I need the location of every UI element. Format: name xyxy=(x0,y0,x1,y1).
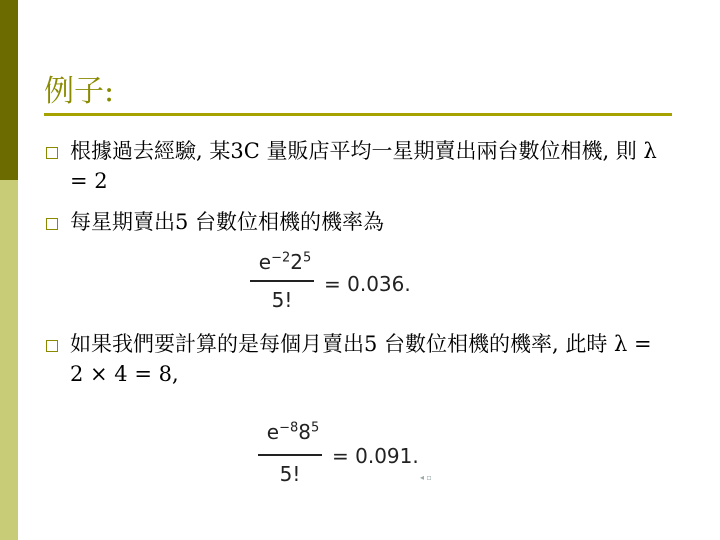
slide-nav-icon[interactable]: ◂ ▫ xyxy=(420,473,432,482)
formula-base: 8 xyxy=(298,420,311,444)
bullet-icon xyxy=(46,218,58,230)
slide-side-bar-bottom xyxy=(0,180,18,540)
formula-exponent2: 5 xyxy=(310,420,320,436)
formula-e: e xyxy=(266,420,280,444)
formula-poisson-week xyxy=(240,250,440,320)
formula-numerator xyxy=(258,420,328,444)
formula-denominator: 5! xyxy=(279,462,301,486)
formula-exponent2: 5 xyxy=(302,250,312,266)
formula-denominator: 5! xyxy=(271,288,293,312)
fraction-bar xyxy=(258,454,322,456)
formula-result: = 0.036. xyxy=(324,272,411,296)
formula-poisson-month xyxy=(248,420,448,490)
formula-result: = 0.091. xyxy=(332,444,419,468)
title-divider xyxy=(44,113,672,116)
slide-side-bar-top xyxy=(0,0,18,180)
bullet-icon xyxy=(46,340,58,352)
formula-e: e xyxy=(258,250,272,274)
formula-exponent: −8 xyxy=(279,420,299,436)
bullet-text: 如果我們要計算的是每個月賣出5 台數位相機的機率, 此時 λ = 2 × 4 = 8, xyxy=(70,332,652,386)
formula-numerator xyxy=(250,250,320,274)
fraction-bar xyxy=(250,280,314,282)
bullet-text: 根據過去經驗, 某3C 量販店平均一星期賣出兩台數位相機, 則 λ = 2 xyxy=(70,139,657,193)
bullet-icon xyxy=(46,147,58,159)
bullet-text: 每星期賣出5 台數位相機的機率為 xyxy=(70,210,385,234)
formula-base: 2 xyxy=(290,250,303,274)
formula-exponent: −2 xyxy=(271,250,291,266)
slide-title: 例子: xyxy=(44,74,115,109)
